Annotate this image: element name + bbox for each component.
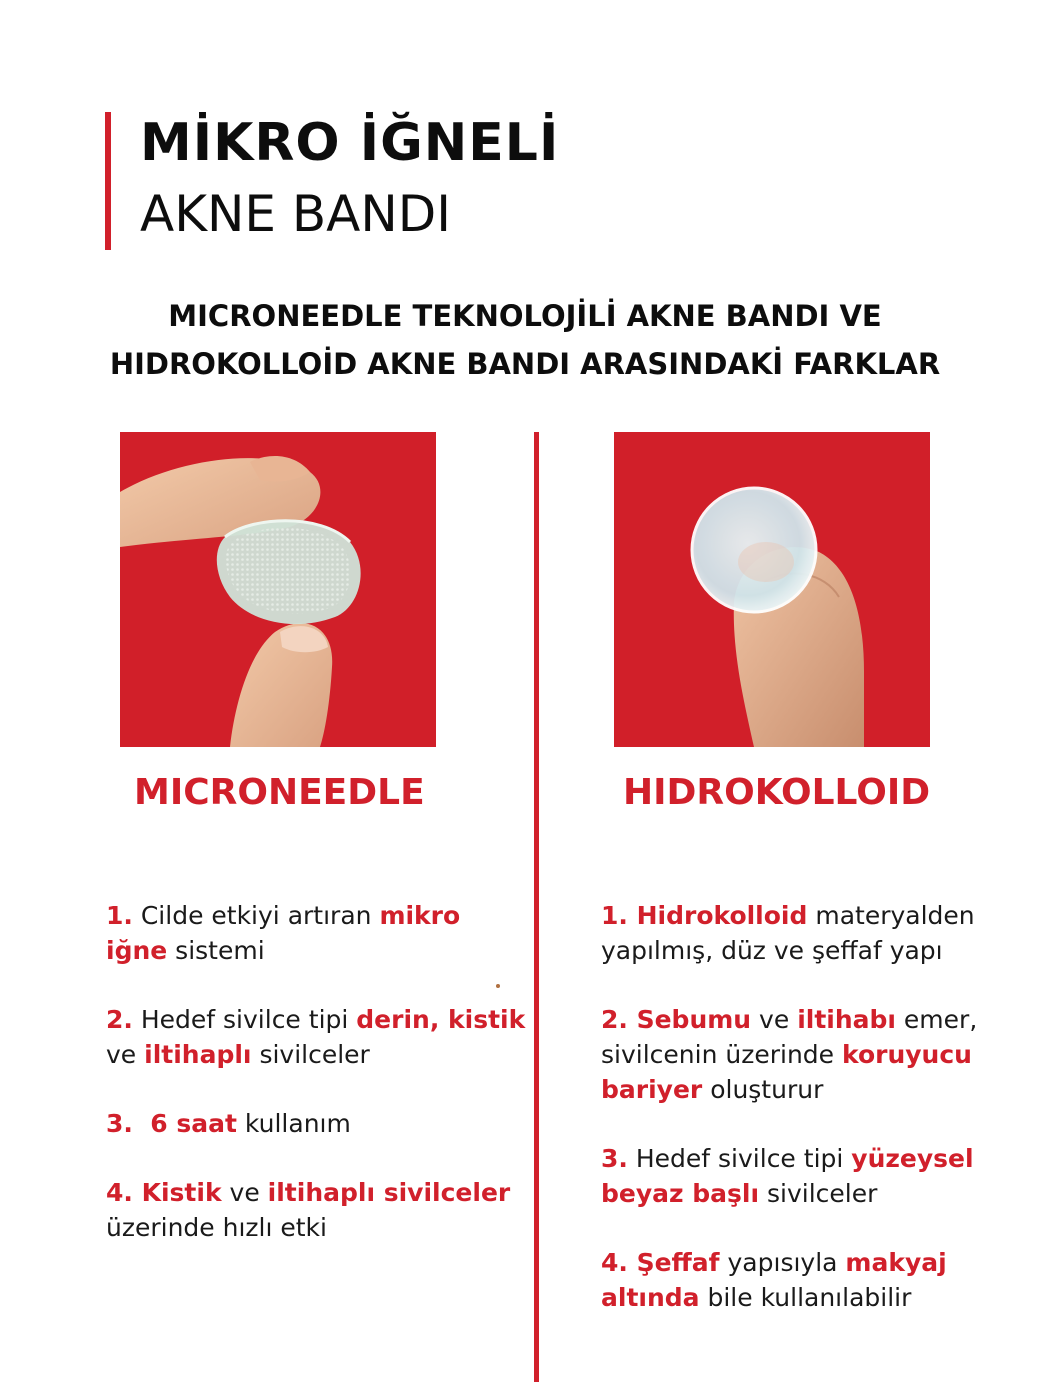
highlight-text: iltihaplı sivilceler bbox=[267, 1178, 511, 1207]
microneedle-photo bbox=[120, 432, 436, 747]
page-title-line2: AKNE BANDI bbox=[140, 185, 452, 243]
microneedle-heading: MICRONEEDLE bbox=[134, 772, 425, 813]
feature-text: materyalden yapılmış, düz ve şeffaf yapı bbox=[601, 901, 983, 965]
feature-text: Cilde etkiyi artıran bbox=[132, 901, 380, 930]
feature-item bbox=[106, 1106, 526, 1141]
feature-text: oluşturur bbox=[702, 1075, 824, 1104]
feature-text: yapısıyla bbox=[719, 1248, 846, 1277]
highlight-text: iltihaplı bbox=[144, 1040, 252, 1069]
feature-text: Hedef sivilce tipi bbox=[132, 1005, 357, 1034]
highlight-text: 1. bbox=[106, 901, 133, 930]
highlight-text: mikro iğne bbox=[106, 901, 469, 965]
feature-text: emer, sivilcenin üzerinde bbox=[601, 1005, 986, 1069]
feature-text: ve bbox=[751, 1005, 798, 1034]
feature-text: sivilceler bbox=[759, 1179, 878, 1208]
page-title: MİKRO İĞNELİ bbox=[140, 113, 560, 173]
highlight-text: 4. Kistik bbox=[106, 1178, 222, 1207]
feature-item bbox=[106, 1175, 526, 1245]
microneedle-feature-list bbox=[106, 898, 534, 1279]
highlight-text: 1. Hidrokolloid bbox=[601, 901, 808, 930]
highlight-text: 3. 6 saat bbox=[106, 1109, 237, 1138]
feature-text: bile kullanılabilir bbox=[699, 1283, 912, 1312]
feature-text: kullanım bbox=[236, 1109, 351, 1138]
feature-item bbox=[601, 1141, 1021, 1211]
hydrocolloid-feature-list bbox=[601, 898, 1021, 1349]
feature-item bbox=[106, 1002, 534, 1072]
highlight-text: iltihabı bbox=[797, 1005, 896, 1034]
feature-text: üzerinde hızlı etki bbox=[106, 1178, 519, 1242]
highlight-text: makyaj altında bbox=[601, 1248, 956, 1312]
subtitle-line2: HIDROKOLLOİD AKNE BANDI ARASINDAKİ FARKLAR bbox=[109, 347, 941, 381]
feature-item bbox=[601, 1002, 1021, 1107]
comparison-subtitle bbox=[0, 292, 1050, 388]
feature-item bbox=[601, 1245, 1021, 1315]
feature-item bbox=[106, 898, 526, 968]
hydrocolloid-photo bbox=[614, 432, 930, 747]
hydrocolloid-heading: HIDROKOLLOID bbox=[623, 772, 931, 813]
feature-item bbox=[601, 898, 1021, 968]
feature-text: ve bbox=[106, 1005, 534, 1069]
highlight-text: 2. bbox=[106, 1005, 133, 1034]
column-divider bbox=[534, 432, 539, 1382]
highlight-text: yüzeysel beyaz başlı bbox=[601, 1144, 983, 1208]
feature-text: sivilceler bbox=[251, 1040, 370, 1069]
highlight-text: koruyucu bariyer bbox=[601, 1040, 981, 1104]
hydrocolloid-patch-image bbox=[614, 432, 930, 747]
feature-text: ve bbox=[221, 1178, 268, 1207]
microneedle-patch-image bbox=[120, 432, 436, 747]
highlight-text: 2. Sebumu bbox=[601, 1005, 752, 1034]
decorative-dot bbox=[496, 984, 500, 988]
title-accent-bar bbox=[105, 112, 111, 250]
highlight-text: derin, kistik bbox=[356, 1005, 526, 1034]
feature-text: sistemi bbox=[167, 936, 265, 965]
highlight-text: 3. bbox=[601, 1144, 628, 1173]
subtitle-line1: MICRONEEDLE TEKNOLOJİLİ AKNE BANDI VE bbox=[168, 299, 882, 333]
highlight-text: 4. Şeffaf bbox=[601, 1248, 720, 1277]
feature-text: Hedef sivilce tipi bbox=[627, 1144, 852, 1173]
